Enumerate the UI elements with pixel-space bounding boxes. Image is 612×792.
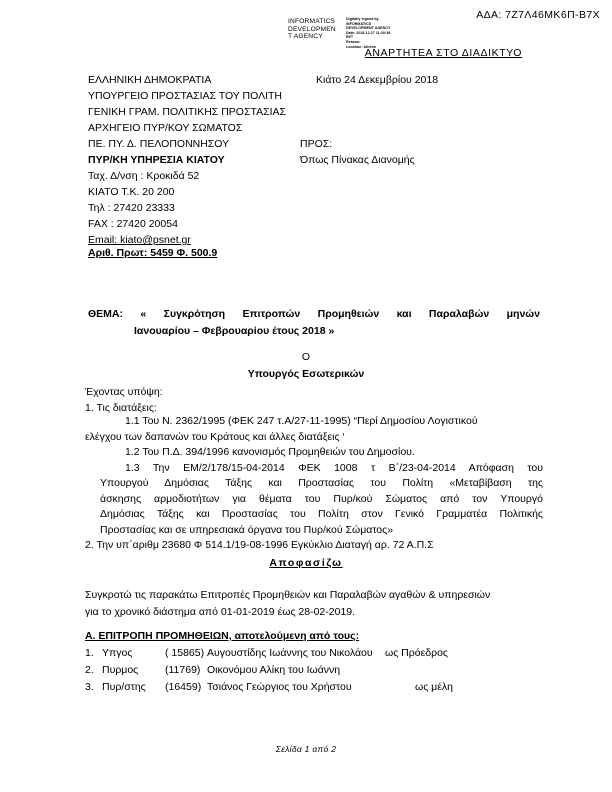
committee-member-row: [85, 679, 555, 696]
member-name: Τσιάνος Γεώργιος του Χρήστου: [207, 681, 352, 693]
letterhead: [88, 72, 558, 168]
provision-1-3-line-3: άσκησης αρμοδιοτήτων για θέματα του Πυρ/κού Σώματος από τον Υπουργό: [100, 492, 543, 505]
committee-title: Α. ΕΠΙΤΡΟΠΗ ΠΡΟΜΗΘΕΙΩΝ, αποτελούμενη από τους:: [85, 630, 360, 642]
letterhead-row: [88, 104, 558, 120]
letterhead-row: [88, 136, 558, 152]
signature-agency-line-2: DEVELOPMEN: [288, 25, 336, 33]
signature-detail-line-3: DEVELOPMENT AGENCY: [346, 26, 391, 31]
member-role: ως Πρόεδρος: [385, 647, 448, 659]
provision-2: 2. Την υπ΄αριθμ 23680 Φ 514.1/19-08-1996 Εγκύκλιο Διαταγή αρ. 72 Α.Π.Σ: [85, 539, 434, 551]
signatory-heading: [0, 349, 612, 383]
letterhead-row: [88, 152, 558, 168]
signature-detail-line-7: Location: Athens: [346, 44, 377, 49]
signature-details: [346, 17, 406, 49]
contact-email[interactable]: Email: kiato@psnet.gr: [88, 234, 191, 246]
provision-1-3: [85, 461, 543, 539]
preamble-block: [85, 385, 545, 416]
signatory-article: Ο: [301, 351, 311, 363]
issuer-line-6: ΠΥΡ/ΚΗ ΥΠΗΡΕΣΙΑ ΚΙΑΤΟΥ: [88, 154, 225, 166]
member-number: ( 15865): [165, 647, 205, 659]
contact-phone: Τηλ : 27420 23333: [88, 202, 175, 214]
provision-1-1-line-2: ελέγχου των δαπανών του Κράτους και άλλες διατάξεις ‘: [85, 430, 345, 443]
member-index: 1.: [85, 647, 94, 659]
issuer-line-3: ΓΕΝΙΚΗ ΓΡΑΜ. ΠΟΛΙΤΙΚΗΣ ΠΡΟΣΤΑΣΙΑΣ: [88, 106, 286, 118]
member-index: 2.: [85, 664, 94, 676]
signature-agency-name: [288, 18, 344, 41]
issuer-line-2: ΥΠΟΥΡΓΕΙΟ ΠΡΟΣΤΑΣΙΑΣ ΤΟΥ ΠΟΛΙΤΗ: [88, 90, 282, 102]
member-rank: Πυρμος: [102, 664, 139, 676]
provision-1-3-line-1: 1.3 Την ΕΜ/2/178/15-04-2014 ΦΕΚ 1008 τ Β΄/23-04-2014 Απόφαση του: [125, 461, 543, 474]
provision-1-1-line-1: 1.1 Του Ν. 2362/1995 (ΦΕΚ 247 τ.Α/27-11-1995) “Περί Δημοσίου Λογιστικού: [125, 415, 478, 427]
letterhead-row: [88, 120, 558, 136]
decision-body: [85, 587, 537, 621]
preamble-provisions-label: 1. Τις διατάξεις:: [85, 401, 157, 414]
provision-1-2: 1.2 Του Π.Δ. 394/1996 κανονισμός Προμηθειών του Δημοσίου.: [125, 446, 415, 458]
issuer-line-1: ΕΛΛΗΝΙΚΗ ΔΗΜΟΚΡΑΤΙΑ: [88, 74, 212, 86]
committee-member-row: [85, 662, 555, 679]
decision-line-2: για το χρονικό διάστημα από 01-01-2019 έως 28-02-2019.: [85, 606, 356, 618]
provision-1-1: [85, 414, 543, 445]
provision-1-3-line-5: Προστασίας και σε υπηρεσιακά όργανα του Πυρ/κού Σώματος»: [100, 523, 394, 536]
committee-member-row: [85, 645, 555, 662]
subject-line-2: Ιανουαρίου – Φεβρουαρίου έτους 2018 »: [134, 325, 335, 337]
recipient-value: Όπως Πίνακας Διανομής: [300, 154, 415, 166]
signature-agency-line-1: INFORMATICS: [288, 18, 336, 25]
issuer-line-5: ΠΕ. ΠΥ. Δ. ΠΕΛΟΠΟΝΝΗΣΟΥ: [88, 138, 230, 150]
member-index: 3.: [85, 681, 94, 693]
member-name: Αυγουστίδης Ιωάννης του Νικολάου: [207, 647, 373, 659]
subject-line-1: ΘΕΜΑ: « Συγκρότηση Επιτροπών Προμηθειών και Παραλαβών μηνών: [88, 308, 540, 320]
signature-agency-line-3: T AGENCY: [288, 33, 323, 41]
member-role: ως μέλη: [415, 681, 453, 693]
legal-provisions: [85, 414, 543, 554]
member-name: Οικονόμου Αλίκη του Ιωάννη: [207, 664, 341, 676]
signature-detail-line-1: Digitally signed by: [346, 17, 379, 21]
issuer-line-4: ΑΡΧΗΓΕΙΟ ΠΥΡ/ΚΟΥ ΣΩΜΑΤΟΣ: [88, 122, 243, 134]
protocol-number: Αριθ. Πρωτ: 5459 Φ. 500.9: [88, 247, 218, 259]
preamble-having-in-mind: Έχοντας υπόψη:: [85, 386, 163, 398]
signature-detail-line-4: Date: 2018.12.27 11:20:38: [346, 30, 391, 35]
provision-1-3-line-4: Δημόσιας Τάξης και Προστασίας του Πολίτη στον Γενικό Γραμματέα Πολιτικής: [100, 508, 543, 520]
member-rank: Πυρ/στης: [102, 681, 146, 693]
decision-line-1: Συγκροτώ τις παρακάτω Επιτροπές Προμηθειών και Παραλαβών αγαθών & υπηρεσιών: [85, 589, 491, 601]
contact-fax: FAX : 27420 20054: [88, 218, 178, 230]
recipient-label: ΠΡΟΣ:: [300, 138, 333, 150]
signatory-title: Υπουργός Εσωτερικών: [247, 368, 365, 380]
signature-detail-line-2: INFORMATICS: [346, 21, 372, 26]
committee-block: [85, 627, 555, 696]
page-footer: Σελίδα 1 από 2: [275, 744, 337, 754]
signature-detail-line-6: Reason:: [346, 39, 361, 44]
ada-code: ΑΔΑ: 7Ζ7Λ46ΜΚ6Π-Β7Χ: [476, 9, 600, 21]
contact-details: [88, 168, 199, 248]
letterhead-row: [88, 88, 558, 104]
member-rank: Υπγος: [102, 647, 133, 659]
digital-signature-stamp: [288, 17, 406, 51]
letterhead-row: [88, 72, 558, 88]
decision-heading: Αποφασίζω: [269, 557, 343, 569]
contact-city-zip: ΚΙΑΤΟ Τ.Κ. 20 200: [88, 186, 175, 198]
publication-notice: ΑΝΑΡΤΗΤΕΑ ΣΤΟ ΔΙΑΔΙΚΤΥΟ: [364, 47, 522, 59]
signature-detail-line-5: EET: [346, 35, 354, 40]
member-number: (16459): [165, 681, 202, 693]
subject-block: [88, 306, 540, 340]
provision-1-3-line-2: Υπουργού Δημόσιας Τάξης και Προστασίας του Πολίτη «Μεταβίβαση της: [100, 477, 543, 489]
member-number: (11769): [165, 664, 201, 676]
contact-address: Ταχ. Δ/νση : Κροκιδά 52: [88, 170, 200, 182]
document-date: Κιάτο 24 Δεκεμβρίου 2018: [316, 74, 439, 86]
